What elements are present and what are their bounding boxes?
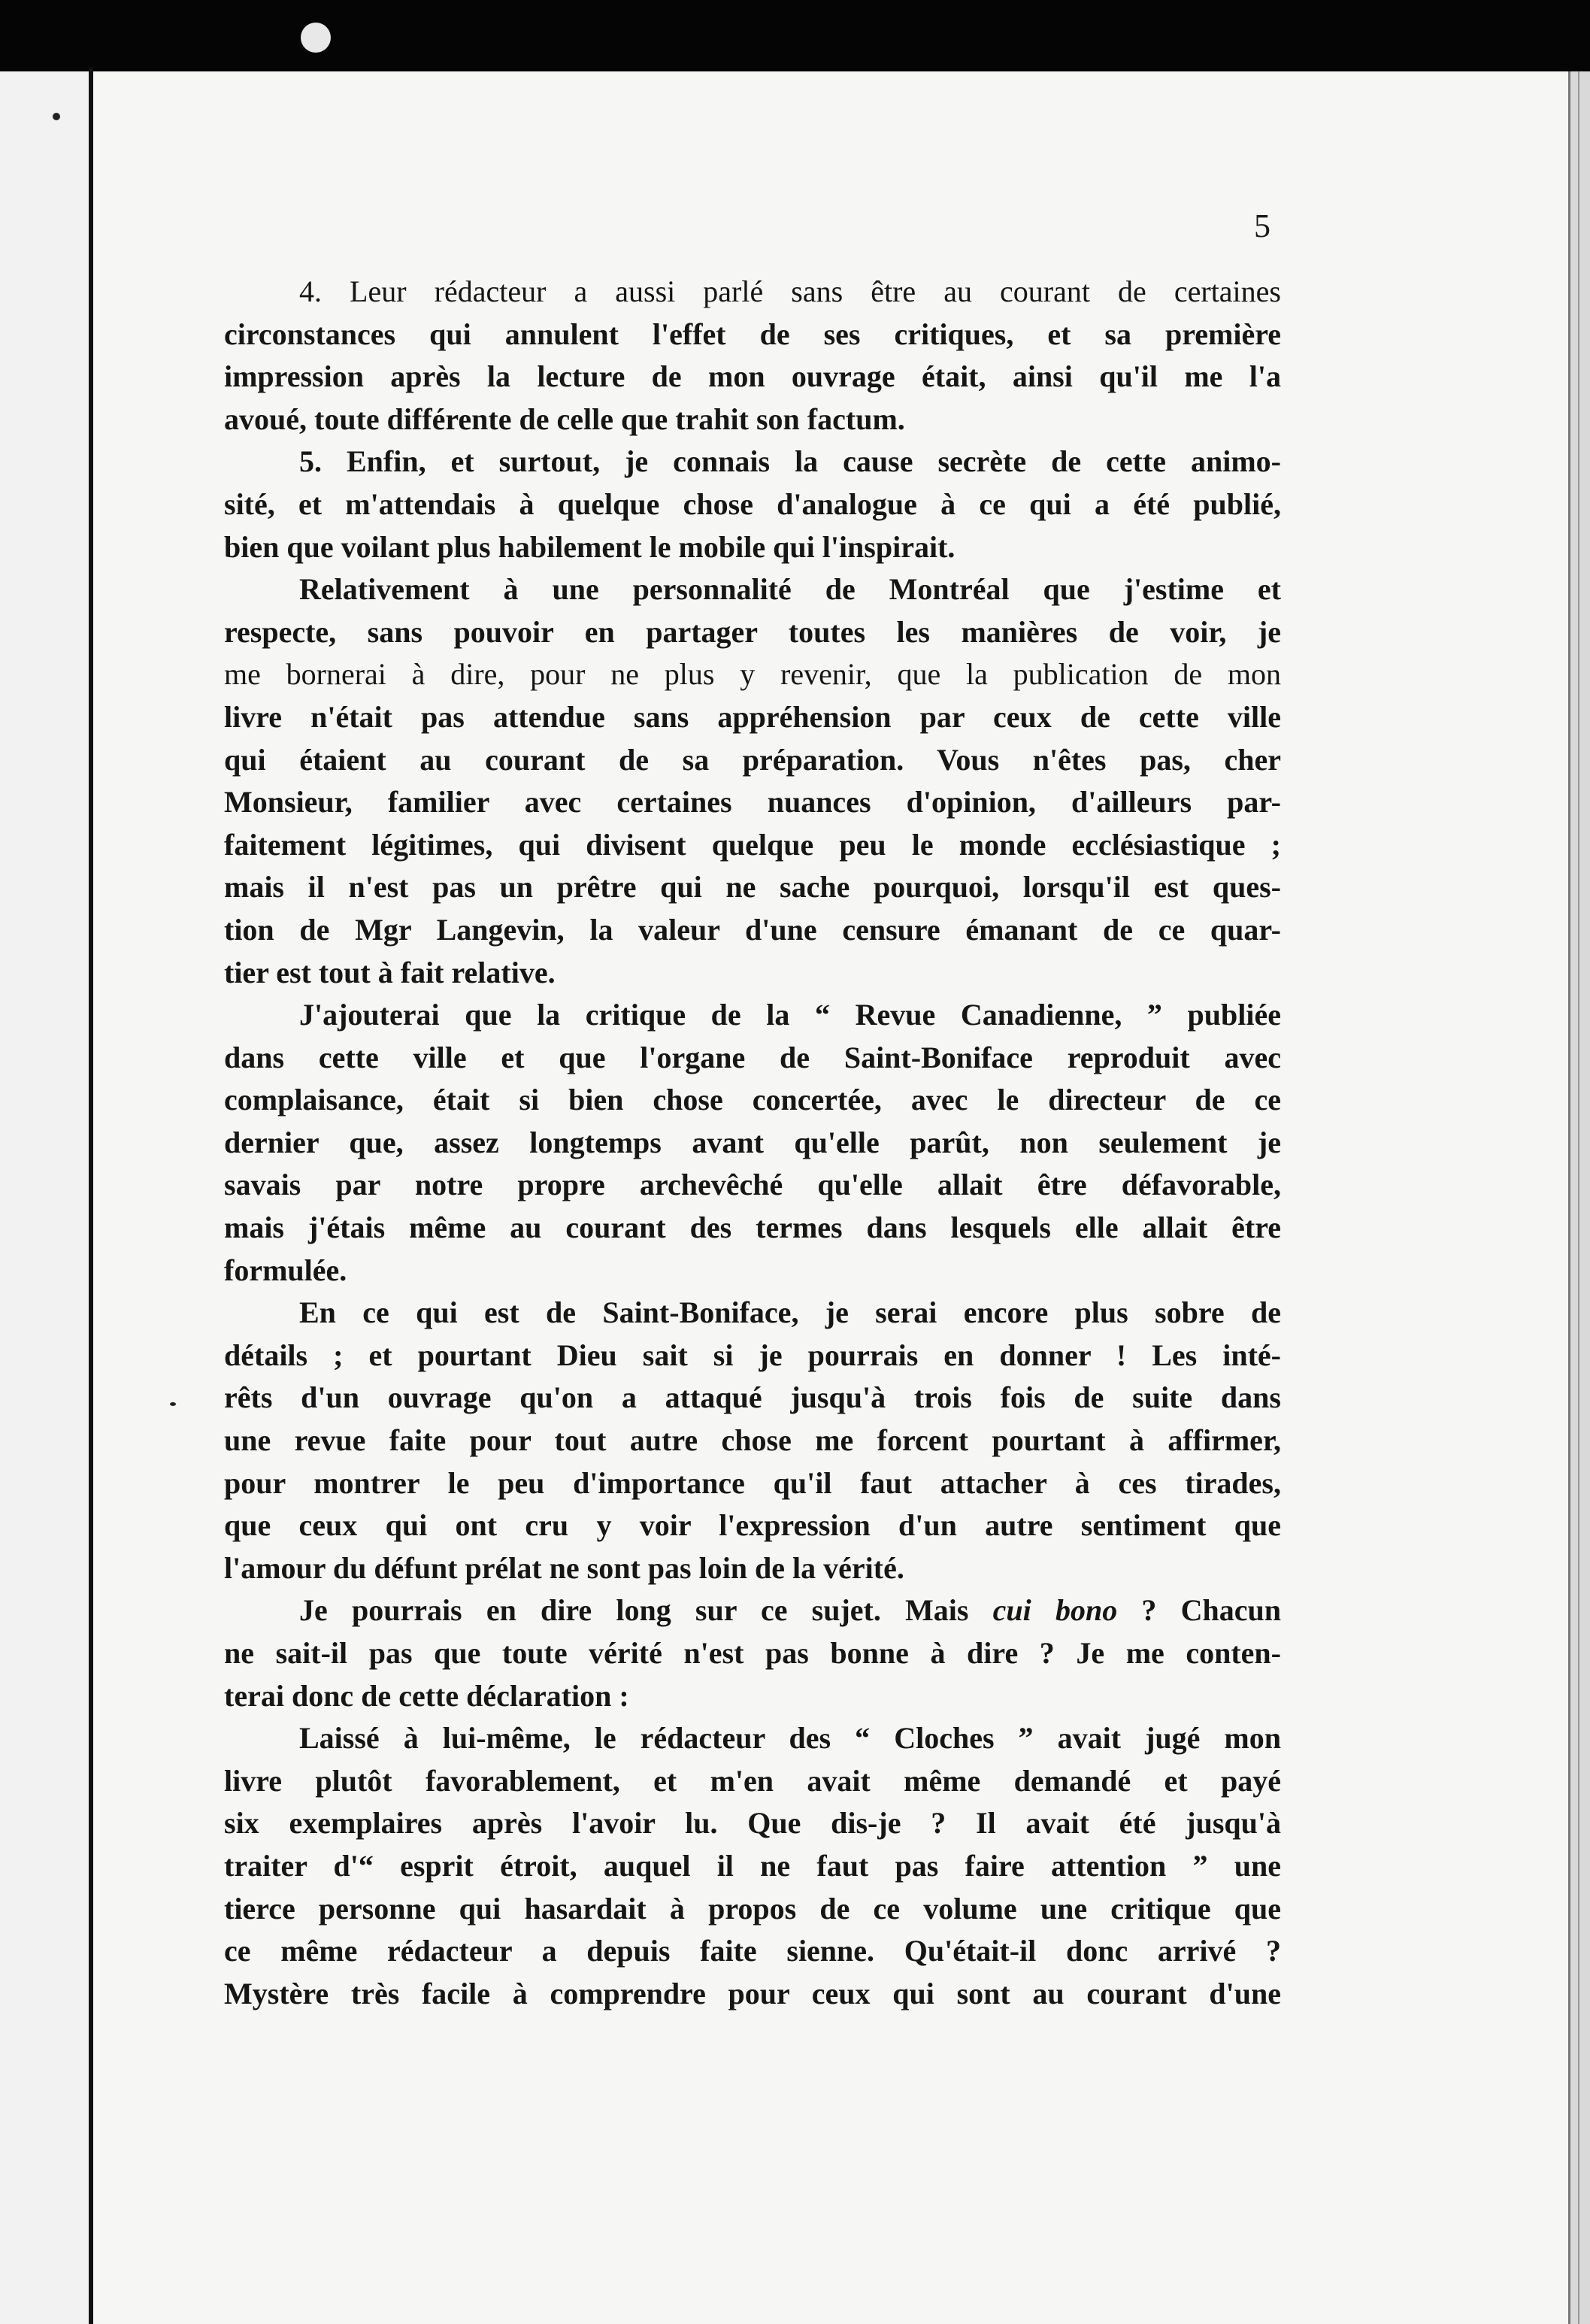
- text-line: terai donc de cette déclaration :: [224, 1678, 629, 1713]
- text-line: Relativement à une personnalité de Montréal que j'estime et: [299, 572, 1281, 607]
- body-text: [224, 271, 1281, 2015]
- scan-right-page-edge: [1568, 71, 1590, 2324]
- text-line: tion de Mgr Langevin, la valeur d'une censure émanant de ce quar-: [224, 912, 1281, 947]
- text-line: circonstances qui annulent l'effet de ses critiques, et sa première: [224, 317, 1281, 351]
- text-line: respecte, sans pouvoir en partager toutes les manières de voir, je: [224, 614, 1281, 649]
- scan-speck: [170, 1402, 176, 1406]
- text-line: détails ; et pourtant Dieu sait si je pourrais en donner ! Les inté-: [224, 1338, 1281, 1372]
- text-line: six exemplaires après l'avoir lu. Que dis-je ? Il avait été jusqu'à: [224, 1806, 1281, 1841]
- text-line: impression après la lecture de mon ouvrage était, ainsi qu'il me l'a: [224, 359, 1281, 394]
- scan-speck: [301, 23, 331, 53]
- text-line: Laissé à lui-même, le rédacteur des “ Cloches ” avait jugé mon: [299, 1721, 1281, 1756]
- text-line: 5. Enfin, et surtout, je connais la cause secrète de cette animo-: [299, 444, 1281, 479]
- text-line: mais j'étais même au courant des termes dans lesquels elle allait être: [224, 1210, 1281, 1245]
- text-line: avoué, toute différente de celle que trahit son factum.: [224, 401, 905, 436]
- text-line: rêts d'un ouvrage qu'on a attaqué jusqu'à trois fois de suite dans: [224, 1380, 1281, 1415]
- text-line: traiter d'“ esprit étroit, auquel il ne faut pas faire attention ” une: [224, 1848, 1281, 1883]
- text-line: une revue faite pour tout autre chose me forcent pourtant à affirmer,: [224, 1423, 1281, 1458]
- text-line: dans cette ville et que l'organe de Saint-Boniface reproduit avec: [224, 1040, 1281, 1074]
- text-line: que ceux qui ont cru y voir l'expression d'un autre sentiment que: [224, 1508, 1281, 1543]
- text-line: l'amour du défunt prélat ne sont pas loin de la vérité.: [224, 1550, 904, 1585]
- text-line: ne sait-il pas que toute vérité n'est pas bonne à dire ? Je me conten-: [224, 1636, 1281, 1670]
- scan-top-border: [0, 0, 1590, 71]
- text-line: 4. Leur rédacteur a aussi parlé sans être au courant de certaines: [299, 274, 1281, 308]
- text-line: mais il n'est pas un prêtre qui ne sache pourquoi, lorsqu'il est ques-: [224, 870, 1281, 904]
- text-line: Mystère très facile à comprendre pour ceux qui sont au courant d'une: [224, 1976, 1281, 2010]
- text-line: En ce qui est de Saint-Boniface, je serai encore plus sobre de: [299, 1295, 1281, 1330]
- text-line: dernier que, assez longtemps avant qu'elle parût, non seulement je: [224, 1125, 1281, 1159]
- text-line: J'ajouterai que la critique de la “ Revue Canadienne, ” publiée: [299, 998, 1281, 1032]
- text-line: sité, et m'attendais à quelque chose d'analogue à ce qui a été publié,: [224, 486, 1281, 521]
- text-line: livre plutôt favorablement, et m'en avait même demandé et payé: [224, 1763, 1281, 1798]
- italic-phrase: cui bono: [992, 1593, 1118, 1628]
- text-line: Je pourrais en dire long sur ce sujet. Mais cui bono ? Chacun: [299, 1593, 1281, 1628]
- text-line: tierce personne qui hasardait à propos de ce volume une critique que: [224, 1891, 1281, 1926]
- text-line: bien que voilant plus habilement le mobile qui l'inspirait.: [224, 529, 956, 564]
- text-line: savais par notre propre archevêché qu'elle allait être défavorable,: [224, 1168, 1281, 1202]
- scan-speck: [53, 113, 60, 120]
- text-line: livre n'était pas attendue sans appréhension par ceux de cette ville: [224, 699, 1281, 734]
- text-line: ce même rédacteur a depuis faite sienne. Qu'était-il donc arrivé ?: [224, 1934, 1281, 1968]
- text-line: formulée.: [224, 1253, 347, 1287]
- text-line: me bornerai à dire, pour ne plus y revenir, que la publication de mon: [224, 657, 1281, 692]
- text-line: tier est tout à fait relative.: [224, 955, 556, 989]
- text-line: complaisance, était si bien chose concertée, avec le directeur de ce: [224, 1083, 1281, 1117]
- text-line: pour montrer le peu d'importance qu'il faut attacher à ces tirades,: [224, 1465, 1281, 1500]
- text-line: faitement légitimes, qui divisent quelque peu le monde ecclésiastique ;: [224, 827, 1281, 862]
- text-line: qui étaient au courant de sa préparation. Vous n'êtes pas, cher: [224, 742, 1281, 777]
- text-line: Monsieur, familier avec certaines nuances d'opinion, d'ailleurs par-: [224, 785, 1281, 820]
- page-number: 5: [1254, 208, 1270, 244]
- scan-left-margin: [0, 71, 89, 2324]
